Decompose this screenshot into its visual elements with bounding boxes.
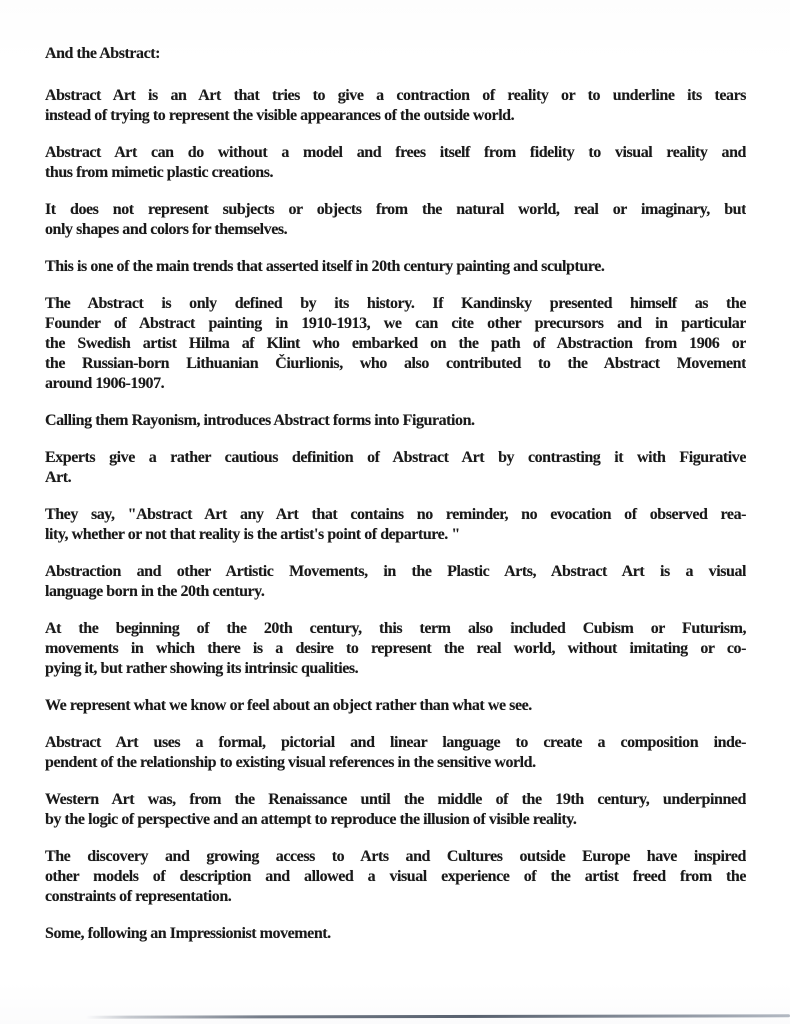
- paragraph: [45, 86, 746, 126]
- paragraph: [45, 257, 746, 277]
- paragraph: [45, 200, 746, 240]
- text-line: The Abstract is only defined by its history. If Kandinsky presented himself as the: [45, 295, 746, 312]
- document-body: [45, 44, 746, 961]
- text-line: Abstract Art is an Art that tries to give a contraction of reality or to underline its tears: [45, 87, 746, 104]
- text-line: around 1906-1907.: [45, 375, 165, 392]
- text-line: Some, following an Impressionist movement.: [45, 925, 331, 942]
- paragraph: [45, 790, 746, 830]
- text-line: pying it, but rather showing its intrinsic qualities.: [45, 660, 359, 677]
- paragraph: [45, 143, 746, 183]
- page-bottom-scan-edge: [86, 1014, 790, 1018]
- text-line: movements in which there is a desire to represent the real world, without imitating or co-: [45, 640, 746, 657]
- paragraph: [45, 696, 746, 716]
- document-heading-text: And the Abstract:: [45, 45, 161, 62]
- text-line: Abstraction and other Artistic Movements, in the Plastic Arts, Abstract Art is a visual: [45, 563, 746, 580]
- paragraph: [45, 619, 746, 679]
- paragraph: [45, 847, 746, 907]
- text-line: This is one of the main trends that asserted itself in 20th century painting and sculpture.: [45, 258, 605, 275]
- text-line: thus from mimetic plastic creations.: [45, 164, 274, 181]
- text-line: by the logic of perspective and an attempt to reproduce the illusion of visible reality.: [45, 811, 577, 828]
- paragraph: [45, 294, 746, 394]
- text-line: Founder of Abstract painting in 1910-1913, we can cite other precursors and in particular: [45, 315, 746, 332]
- paragraph: [45, 448, 746, 488]
- text-line: other models of description and allowed a visual experience of the artist freed from the: [45, 868, 746, 885]
- text-line: the Swedish artist Hilma af Klint who embarked on the path of Abstraction from 1906 or: [45, 335, 746, 352]
- text-line: instead of trying to represent the visible appearances of the outside world.: [45, 107, 515, 124]
- text-line: Experts give a rather cautious definition of Abstract Art by contrasting it with Figurative: [45, 449, 746, 466]
- paragraph: [45, 733, 746, 773]
- document-heading: [45, 44, 746, 64]
- text-line: Calling them Rayonism, introduces Abstract forms into Figuration.: [45, 412, 475, 429]
- text-line: Abstract Art uses a formal, pictorial and linear language to create a composition inde-: [45, 734, 746, 751]
- paragraph: [45, 411, 746, 431]
- text-line: Western Art was, from the Renaissance until the middle of the 19th century, underpinned: [45, 791, 746, 808]
- text-line: The discovery and growing access to Arts and Cultures outside Europe have inspired: [45, 848, 746, 865]
- text-line: At the beginning of the 20th century, this term also included Cubism or Futurism,: [45, 620, 746, 637]
- text-line: They say, "Abstract Art any Art that contains no reminder, no evocation of observed rea-: [45, 506, 746, 523]
- text-line: the Russian-born Lithuanian Čiurlionis, who also contributed to the Abstract Movement: [45, 355, 746, 372]
- text-line: It does not represent subjects or objects from the natural world, real or imaginary, but: [45, 201, 746, 218]
- text-line: We represent what we know or feel about an object rather than what we see.: [45, 697, 532, 714]
- text-line: lity, whether or not that reality is the artist's point of departure. ": [45, 526, 460, 543]
- paragraph: [45, 562, 746, 602]
- text-line: constraints of representation.: [45, 888, 232, 905]
- text-line: Art.: [45, 469, 72, 486]
- text-line: only shapes and colors for themselves.: [45, 221, 288, 238]
- text-line: pendent of the relationship to existing visual references in the sensitive world.: [45, 754, 536, 771]
- text-line: Abstract Art can do without a model and frees itself from fidelity to visual reality and: [45, 144, 746, 161]
- paragraph: [45, 505, 746, 545]
- text-line: language born in the 20th century.: [45, 583, 265, 600]
- paragraph: [45, 924, 746, 944]
